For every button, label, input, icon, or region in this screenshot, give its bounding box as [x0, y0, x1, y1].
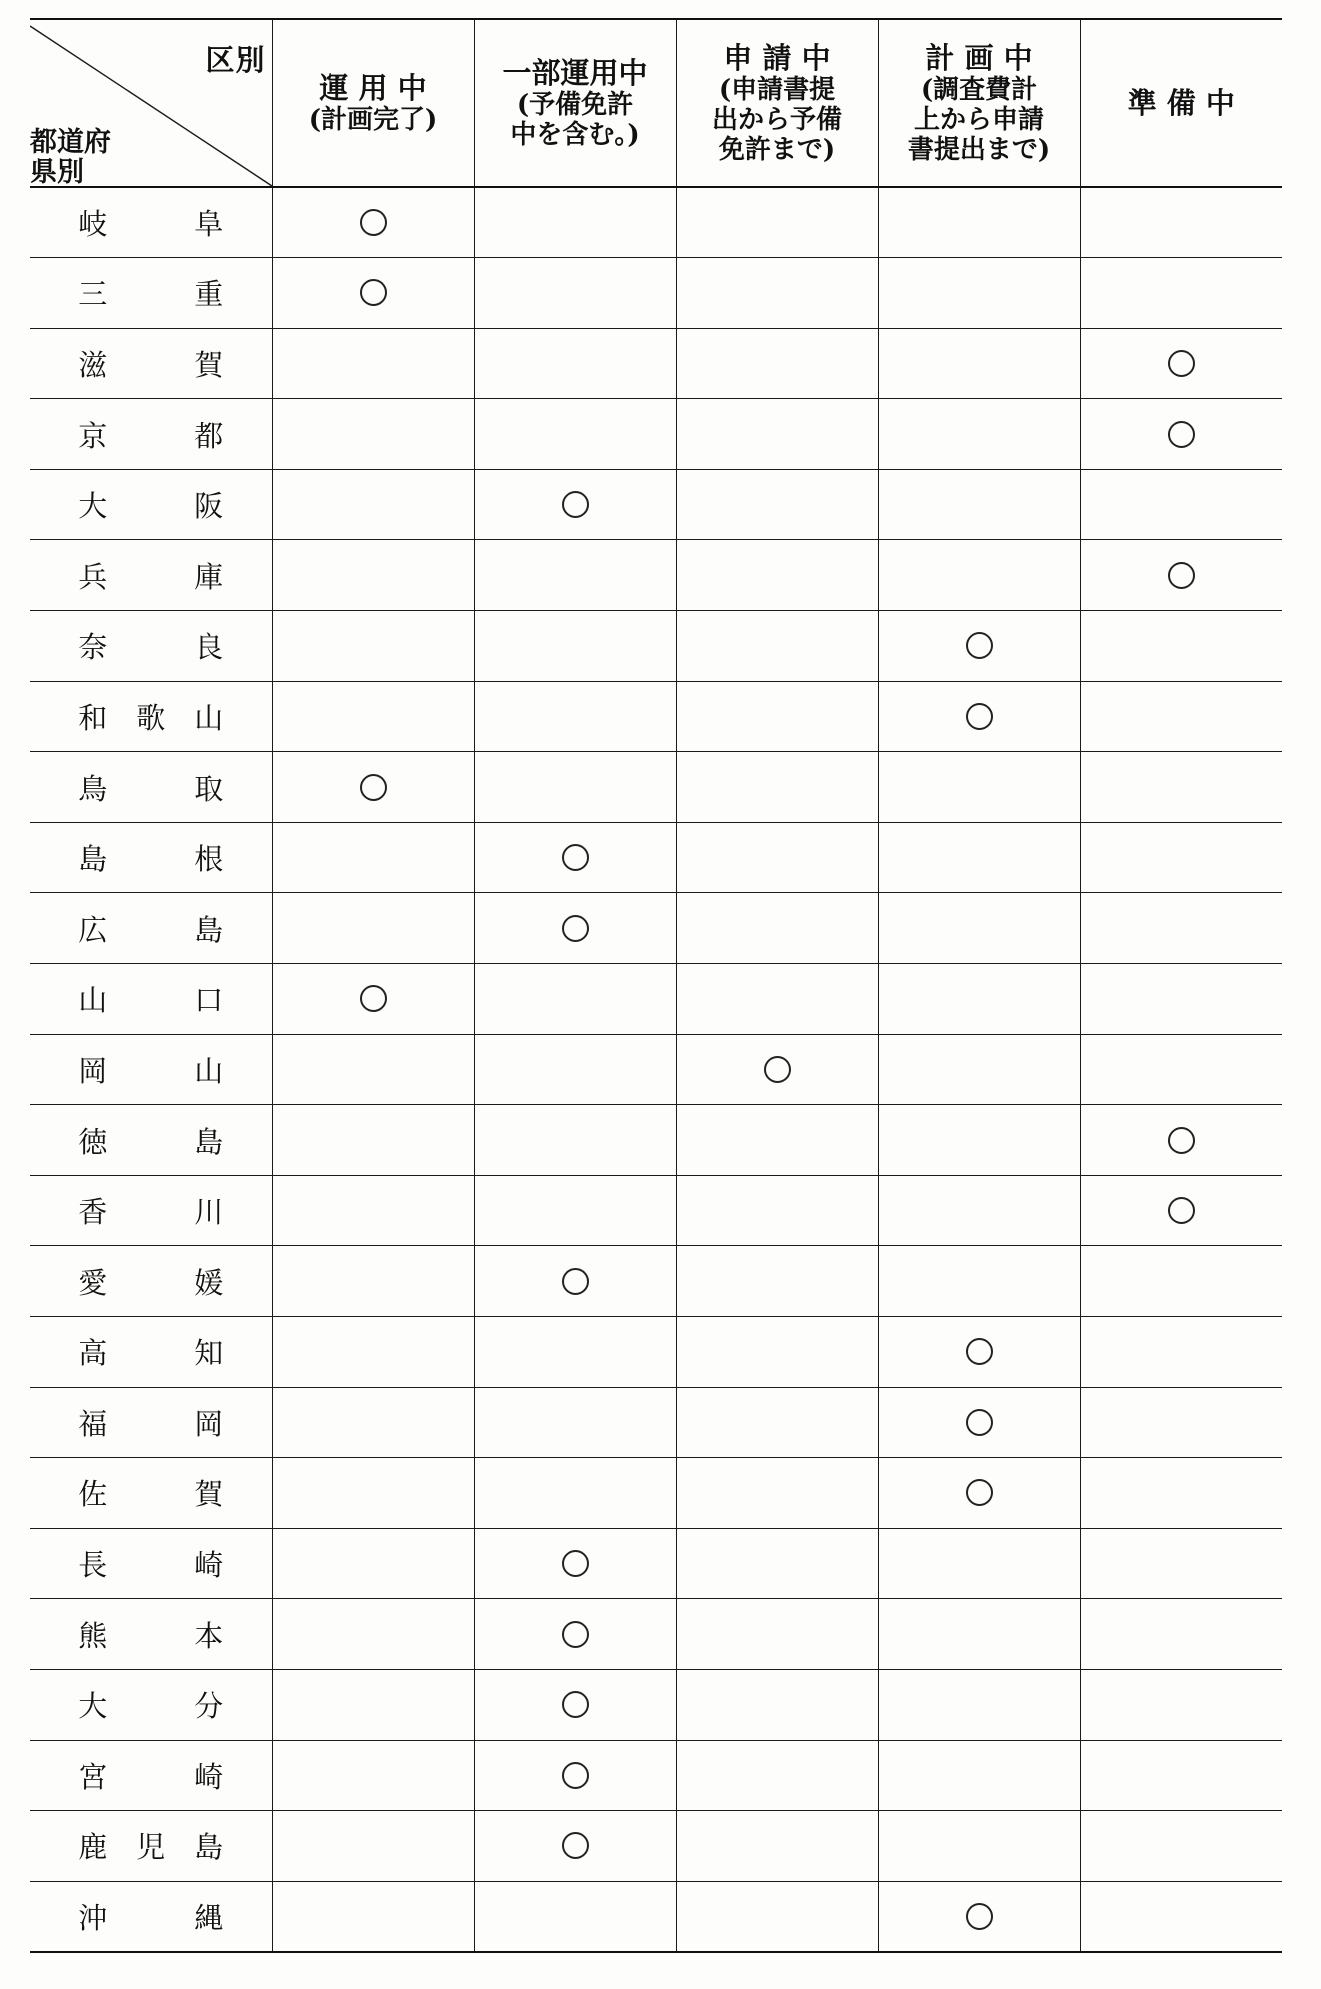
status-cell: [1080, 752, 1282, 823]
status-cell: [272, 822, 474, 893]
table-row: [30, 1881, 1282, 1952]
prefecture-name: 山 口: [30, 964, 272, 1035]
status-cell: [878, 1740, 1080, 1811]
status-cell: [474, 1105, 676, 1176]
table-row: [30, 1458, 1282, 1529]
table-row: [30, 1034, 1282, 1105]
status-cell: [878, 1881, 1080, 1952]
status-cell: [474, 822, 676, 893]
prefecture-name: 島 根: [30, 822, 272, 893]
status-cell: [272, 964, 474, 1035]
circle-mark-icon: [562, 1550, 589, 1577]
status-cell: [878, 1458, 1080, 1529]
status-cell: [676, 1246, 878, 1317]
prefecture-name: 広 島: [30, 893, 272, 964]
prefecture-name: 沖 縄: [30, 1881, 272, 1952]
status-cell: [272, 1881, 474, 1952]
status-cell: [878, 469, 1080, 540]
status-cell: [1080, 1669, 1282, 1740]
circle-mark-icon: [360, 209, 387, 236]
status-cell: [878, 1387, 1080, 1458]
status-cell: [1080, 611, 1282, 682]
corner-label-category: 区別: [205, 43, 266, 77]
prefecture-status-table: [30, 18, 1282, 1953]
status-cell: [474, 187, 676, 258]
status-cell: [878, 1811, 1080, 1882]
status-cell: [676, 1317, 878, 1388]
col-header-main: 準 備 中: [1127, 86, 1235, 120]
status-cell: [272, 1387, 474, 1458]
circle-mark-icon: [562, 1762, 589, 1789]
status-cell: [878, 1105, 1080, 1176]
status-cell: [474, 681, 676, 752]
status-cell: [676, 611, 878, 682]
prefecture-name: 愛 媛: [30, 1246, 272, 1317]
col-header-sub: (調査費計 上から申請 書提出まで): [907, 75, 1051, 165]
status-cell: [1080, 1317, 1282, 1388]
table-row: [30, 187, 1282, 258]
circle-mark-icon: [562, 1691, 589, 1718]
table-row: [30, 1599, 1282, 1670]
status-cell: [878, 1669, 1080, 1740]
table-row: [30, 1105, 1282, 1176]
status-cell: [272, 1105, 474, 1176]
status-cell: [272, 1317, 474, 1388]
status-cell: [1080, 893, 1282, 964]
status-cell: [676, 964, 878, 1035]
circle-mark-icon: [562, 1621, 589, 1648]
status-cell: [878, 1317, 1080, 1388]
prefecture-name: 滋 賀: [30, 328, 272, 399]
circle-mark-icon: [1168, 421, 1195, 448]
status-cell: [1080, 822, 1282, 893]
status-cell: [474, 964, 676, 1035]
status-cell: [474, 1881, 676, 1952]
status-cell: [878, 681, 1080, 752]
circle-mark-icon: [562, 1832, 589, 1859]
circle-mark-icon: [360, 985, 387, 1012]
table-row: [30, 469, 1282, 540]
table-row: [30, 822, 1282, 893]
status-cell: [676, 1740, 878, 1811]
table-row: [30, 1669, 1282, 1740]
status-cell: [878, 893, 1080, 964]
status-cell: [1080, 1034, 1282, 1105]
status-cell: [474, 611, 676, 682]
col-header-sub: (予備免許 中を含む。): [510, 90, 640, 150]
status-cell: [474, 1034, 676, 1105]
table-row: [30, 1175, 1282, 1246]
col-header-main: 計 画 中: [925, 41, 1033, 75]
status-cell: [676, 1669, 878, 1740]
status-cell: [474, 1458, 676, 1529]
table-body: [30, 187, 1282, 1952]
status-cell: [676, 469, 878, 540]
status-cell: [878, 258, 1080, 329]
corner-label-prefecture-line1: 都道府: [30, 127, 111, 158]
status-cell: [272, 1175, 474, 1246]
status-cell: [272, 1458, 474, 1529]
corner-label-prefecture: [30, 128, 111, 188]
status-cell: [676, 1528, 878, 1599]
status-cell: [676, 1105, 878, 1176]
status-cell: [1080, 1811, 1282, 1882]
status-cell: [676, 1387, 878, 1458]
status-cell: [272, 469, 474, 540]
prefecture-name: 高 知: [30, 1317, 272, 1388]
prefecture-name: 岐 阜: [30, 187, 272, 258]
status-cell: [272, 1246, 474, 1317]
table-row: [30, 399, 1282, 470]
col-header-applying: [676, 19, 878, 187]
status-cell: [676, 752, 878, 823]
status-cell: [474, 1528, 676, 1599]
prefecture-name: 鳥 取: [30, 752, 272, 823]
status-cell: [474, 1246, 676, 1317]
status-cell: [676, 1458, 878, 1529]
status-cell: [676, 1034, 878, 1105]
status-cell: [878, 540, 1080, 611]
status-cell: [878, 328, 1080, 399]
prefecture-name: 奈 良: [30, 611, 272, 682]
status-cell: [878, 964, 1080, 1035]
status-cell: [1080, 399, 1282, 470]
circle-mark-icon: [764, 1056, 791, 1083]
circle-mark-icon: [360, 774, 387, 801]
prefecture-name: 熊 本: [30, 1599, 272, 1670]
table-row: [30, 611, 1282, 682]
status-cell: [878, 611, 1080, 682]
circle-mark-icon: [1168, 1197, 1195, 1224]
status-cell: [272, 540, 474, 611]
status-cell: [1080, 187, 1282, 258]
circle-mark-icon: [1168, 350, 1195, 377]
status-cell: [676, 893, 878, 964]
circle-mark-icon: [562, 915, 589, 942]
status-cell: [1080, 1881, 1282, 1952]
status-cell: [676, 540, 878, 611]
status-cell: [474, 540, 676, 611]
status-cell: [474, 1175, 676, 1246]
status-cell: [272, 258, 474, 329]
circle-mark-icon: [966, 1409, 993, 1436]
col-header-sub: (申請書提 出から予備 免許まで): [711, 75, 842, 165]
status-cell: [1080, 1740, 1282, 1811]
prefecture-name: 宮 崎: [30, 1740, 272, 1811]
status-cell: [878, 822, 1080, 893]
prefecture-name: 長 崎: [30, 1528, 272, 1599]
col-header-main: 申 請 中: [723, 41, 831, 75]
status-cell: [676, 1175, 878, 1246]
status-cell: [272, 1740, 474, 1811]
prefecture-name: 岡 山: [30, 1034, 272, 1105]
status-cell: [474, 893, 676, 964]
status-cell: [1080, 469, 1282, 540]
status-cell: [676, 328, 878, 399]
circle-mark-icon: [360, 279, 387, 306]
circle-mark-icon: [966, 1338, 993, 1365]
status-cell: [878, 1246, 1080, 1317]
status-cell: [676, 1881, 878, 1952]
circle-mark-icon: [966, 703, 993, 730]
prefecture-name: 鹿 児 島: [30, 1811, 272, 1882]
status-cell: [676, 681, 878, 752]
circle-mark-icon: [1168, 562, 1195, 589]
header-row: [30, 19, 1282, 187]
prefecture-name: 大 阪: [30, 469, 272, 540]
status-cell: [1080, 328, 1282, 399]
prefecture-name: 香 川: [30, 1175, 272, 1246]
circle-mark-icon: [562, 844, 589, 871]
col-header-planning: [878, 19, 1080, 187]
status-cell: [272, 893, 474, 964]
prefecture-name: 京 都: [30, 399, 272, 470]
table-row: [30, 752, 1282, 823]
status-cell: [878, 1175, 1080, 1246]
status-cell: [272, 1811, 474, 1882]
table-row: [30, 1811, 1282, 1882]
status-cell: [878, 1528, 1080, 1599]
circle-mark-icon: [966, 1479, 993, 1506]
status-cell: [272, 681, 474, 752]
corner-label-prefecture-line2: 県別: [30, 157, 84, 188]
col-header-main: 一部運用中: [502, 56, 648, 90]
table-row: [30, 893, 1282, 964]
corner-header-cell: [30, 19, 272, 187]
status-cell: [676, 399, 878, 470]
status-cell: [878, 399, 1080, 470]
status-cell: [474, 1599, 676, 1670]
status-cell: [474, 752, 676, 823]
status-cell: [272, 1034, 474, 1105]
table-row: [30, 1528, 1282, 1599]
status-cell: [272, 1528, 474, 1599]
status-cell: [1080, 681, 1282, 752]
prefecture-name: 三 重: [30, 258, 272, 329]
status-cell: [878, 187, 1080, 258]
status-cell: [1080, 1246, 1282, 1317]
status-cell: [474, 469, 676, 540]
status-cell: [676, 1811, 878, 1882]
status-cell: [272, 1669, 474, 1740]
col-header-partial-operation: [474, 19, 676, 187]
table-row: [30, 681, 1282, 752]
status-cell: [878, 752, 1080, 823]
status-cell: [474, 1387, 676, 1458]
status-cell: [676, 187, 878, 258]
status-cell: [1080, 964, 1282, 1035]
status-cell: [1080, 1458, 1282, 1529]
col-header-preparing: [1080, 19, 1282, 187]
status-cell: [474, 1740, 676, 1811]
status-cell: [676, 822, 878, 893]
status-cell: [1080, 1387, 1282, 1458]
status-cell: [676, 1599, 878, 1670]
status-cell: [474, 258, 676, 329]
status-cell: [272, 187, 474, 258]
status-cell: [878, 1599, 1080, 1670]
table-row: [30, 1246, 1282, 1317]
status-cell: [272, 399, 474, 470]
table-row: [30, 258, 1282, 329]
prefecture-name: 大 分: [30, 1669, 272, 1740]
circle-mark-icon: [1168, 1127, 1195, 1154]
table-row: [30, 540, 1282, 611]
status-cell: [1080, 1599, 1282, 1670]
prefecture-name: 佐 賀: [30, 1458, 272, 1529]
status-cell: [474, 1811, 676, 1882]
prefecture-name: 和 歌 山: [30, 681, 272, 752]
status-cell: [474, 328, 676, 399]
prefecture-name: 徳 島: [30, 1105, 272, 1176]
status-cell: [474, 399, 676, 470]
status-cell: [676, 258, 878, 329]
status-cell: [474, 1317, 676, 1388]
status-cell: [1080, 1528, 1282, 1599]
circle-mark-icon: [966, 1903, 993, 1930]
circle-mark-icon: [562, 491, 589, 518]
status-cell: [272, 1599, 474, 1670]
col-header-main: 運 用 中: [319, 71, 427, 105]
status-cell: [1080, 1105, 1282, 1176]
col-header-in-operation: [272, 19, 474, 187]
status-cell: [1080, 1175, 1282, 1246]
status-cell: [878, 1034, 1080, 1105]
status-cell: [272, 611, 474, 682]
prefecture-name: 兵 庫: [30, 540, 272, 611]
status-cell: [1080, 540, 1282, 611]
table-row: [30, 1740, 1282, 1811]
circle-mark-icon: [966, 632, 993, 659]
status-cell: [1080, 258, 1282, 329]
prefecture-name: 福 岡: [30, 1387, 272, 1458]
table-row: [30, 1317, 1282, 1388]
table-row: [30, 328, 1282, 399]
status-cell: [474, 1669, 676, 1740]
table-row: [30, 964, 1282, 1035]
col-header-sub: (計画完了): [308, 105, 438, 135]
status-cell: [272, 328, 474, 399]
table-row: [30, 1387, 1282, 1458]
status-cell: [272, 752, 474, 823]
circle-mark-icon: [562, 1268, 589, 1295]
